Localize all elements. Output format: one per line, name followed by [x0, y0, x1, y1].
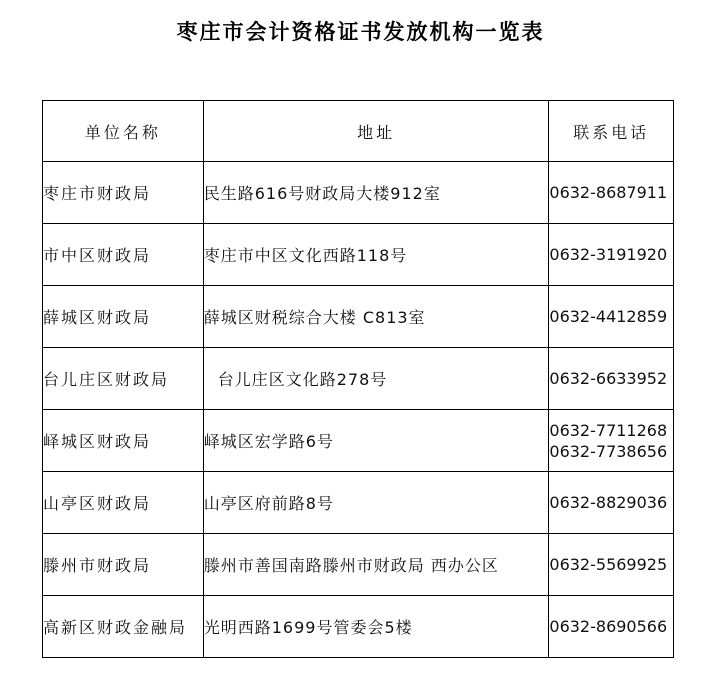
table-row	[43, 224, 674, 286]
header-address: 地址	[203, 101, 549, 162]
phone-number: 0632-7711268	[549, 420, 668, 440]
unit-name: 高新区财政金融局	[43, 596, 204, 658]
phone	[549, 224, 674, 286]
address: 枣庄市中区文化西路118号	[203, 224, 549, 286]
unit-name: 山亭区财政局	[43, 472, 204, 534]
phone-number: 0632-6633952	[549, 369, 668, 388]
phone	[549, 410, 674, 472]
page-title: 枣庄市会计资格证书发放机构一览表	[176, 19, 545, 44]
header-phone: 联系电话	[549, 101, 674, 162]
phone-number: 0632-8690566	[549, 617, 668, 636]
address: 薛城区财税综合大楼 C813室	[203, 286, 549, 348]
unit-name: 市中区财政局	[43, 224, 204, 286]
address: 峄城区宏学路6号	[203, 410, 549, 472]
phone-number: 0632-8829036	[549, 493, 668, 512]
table-row	[43, 162, 674, 224]
phone-number: 0632-3191920	[549, 245, 668, 264]
unit-name: 峄城区财政局	[43, 410, 204, 472]
phone	[549, 286, 674, 348]
table-row	[43, 534, 674, 596]
phone	[549, 162, 674, 224]
unit-name: 枣庄市财政局	[43, 162, 204, 224]
unit-name: 滕州市财政局	[43, 534, 204, 596]
unit-name: 薛城区财政局	[43, 286, 204, 348]
address: 山亭区府前路8号	[203, 472, 549, 534]
phone	[549, 534, 674, 596]
phone	[549, 596, 674, 658]
address: 民生路616号财政局大楼912室	[203, 162, 549, 224]
table-header-row	[43, 101, 674, 162]
address: 台儿庄区文化路278号	[203, 348, 549, 410]
table-row	[43, 286, 674, 348]
address: 光明西路1699号管委会5楼	[203, 596, 549, 658]
table-row	[43, 472, 674, 534]
phone-number: 0632-4412859	[549, 307, 668, 326]
institution-table	[42, 100, 674, 658]
phone-number: 0632-8687911	[549, 183, 668, 202]
table-row	[43, 596, 674, 658]
table-row	[43, 410, 674, 472]
unit-name: 台儿庄区财政局	[43, 348, 204, 410]
phone	[549, 348, 674, 410]
phone	[549, 472, 674, 534]
phone-number: 0632-5569925	[549, 555, 668, 574]
address: 滕州市善国南路滕州市财政局 西办公区	[203, 534, 549, 596]
table-row	[43, 348, 674, 410]
phone-number: 0632-7738656	[549, 441, 668, 461]
header-unit-name: 单位名称	[43, 101, 204, 162]
